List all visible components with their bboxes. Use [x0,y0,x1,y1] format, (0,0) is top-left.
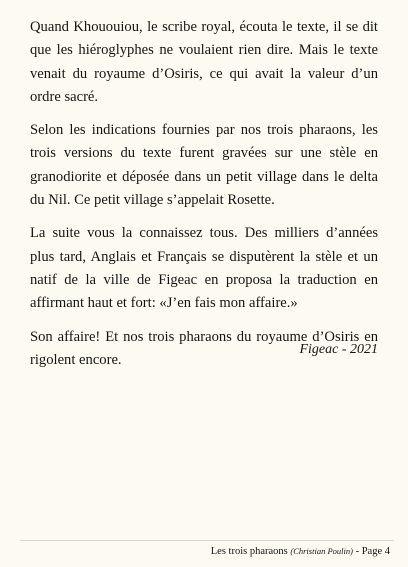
signature-place-date: Figeac - 2021 [299,342,378,357]
paragraph-4: Son affaire! Et nos trois pharaons du royaume d’Osiris en rigolent encore. [30,328,378,368]
paragraph-3: La suite vous la connaissez tous. Des milliers d’années plus tard, Anglais et Français se disputèrent la stèle et un natif de la ville de Figeac en proposa la traduction en affirmant haut et fort: «J’en fais mon affaire.» [30,225,378,312]
footer-divider [20,540,394,541]
footer-author: (Christian Poulin) [290,546,353,556]
page-footer [211,546,390,557]
paragraph-2: Selon les indications fournies par nos trois pharaons, les trois versions du texte furent gravées sur une stèle en granodiorite et déposée dans un petit village dans le delta du Nil. Ce petit village s’appelait Rosette. [30,122,378,209]
story-text [30,16,378,382]
footer-page-number: - Page 4 [355,546,390,557]
footer-book-title: Les trois pharaons [210,546,288,557]
paragraph-1: Quand Khououiou, le scribe royal, écouta le texte, il se dit que les hiéroglyphes ne voulaient rien dire. Mais le texte venait du royaume d’Osiris, ce qui avait la valeur d’un ordre sacré. [30,19,378,105]
